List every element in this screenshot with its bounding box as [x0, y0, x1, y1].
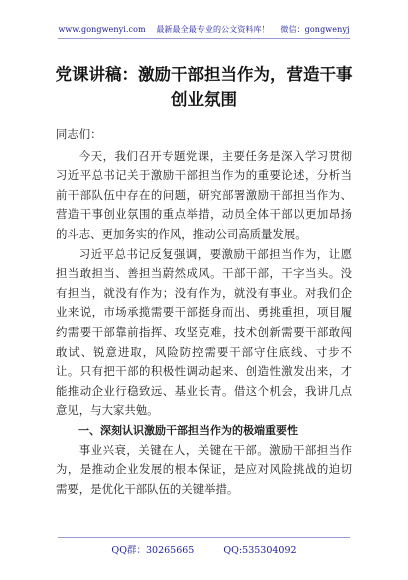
paragraph-2: 习近平总书记反复强调，要激励干部担当作为，让愿担当敢担当、善担当蔚然成风。干部干部，干字当头。没有担当，就没有作为；没有作为，就没有事业。对我们企业来说，市场承揽需要干部挺身而出、勇挑重担，项目履约需要干部靠前指挥、攻坚克难，技术创新需要干部敢闯敢试、锐意进取，风险防控需要干部守住底线、寸步不让。只有把干部的积极性调动起来、创造性激发出来，才能推动企业行稳致远、基业长青。借这个机会，我讲几点意见，与大家共勉。 — [56, 246, 352, 418]
footer-qq-group: QQ群：30265665 — [111, 545, 195, 556]
title-line-2: 创业氛围 — [171, 90, 237, 109]
section-paragraph: 事业兴衰，关键在人，关键在干部。激励干部担当作为，是推动企业发展的根本保证，是应对风险挑战的迫切需要，是优化干部队伍的关键举措。 — [56, 442, 352, 496]
section-heading: 一、深刻认识激励干部担当作为的极端重要性 — [78, 423, 298, 437]
header-slogan: 最新最全最专业的公文资料库！ — [156, 25, 270, 34]
footer-qq: QQ:535304092 — [223, 545, 297, 556]
footer-divider — [58, 537, 350, 538]
page-header — [0, 24, 408, 35]
page-footer — [0, 537, 408, 577]
header-divider — [58, 38, 350, 39]
title-line-1: 党课讲稿：激励干部担当作为，营造干事 — [55, 65, 353, 84]
salutation: 同志们： — [56, 127, 102, 141]
document-body — [56, 125, 352, 499]
paragraph-1: 今天，我们召开专题党课，主要任务是深入学习贯彻习近平总书记关于激励干部担当作为的重要论述，分析当前干部队伍中存在的问题，研究部署激励干部担当作为、营造干事创业氛围的重点举措，动员全体干部以更加昂扬的斗志、更加务实的作风，推动公司高质量发展。 — [56, 148, 352, 241]
header-wechat: 微信：gongwenyj — [280, 25, 350, 34]
document-title — [54, 62, 354, 112]
header-website[interactable]: www.gongwenyi.com — [58, 25, 146, 34]
